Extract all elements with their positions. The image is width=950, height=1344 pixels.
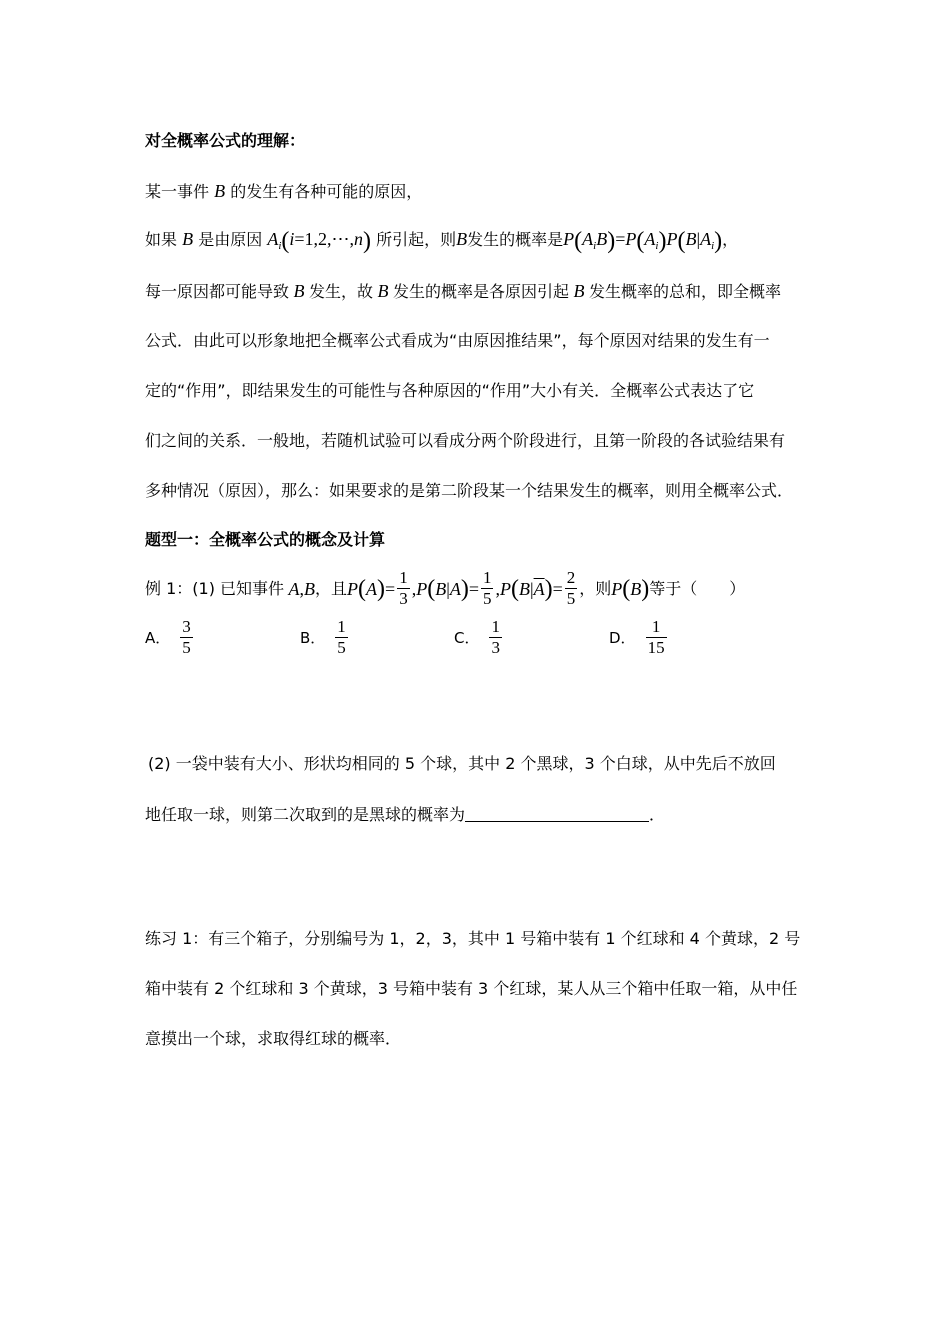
- option-letter: A．: [145, 629, 171, 647]
- fraction: $\frac{2}{5}$: [566, 568, 576, 608]
- text: 地任取一球，则第二次取到的是黑球的概率为: [145, 805, 466, 824]
- text: 的发生有各种可能的原因，: [230, 182, 423, 201]
- text: ，且: [315, 578, 348, 598]
- text: 例 1：(1) 已知事件: [145, 578, 285, 598]
- text: 如果: [145, 230, 178, 249]
- fraction: $\frac{1}{3}$: [399, 568, 408, 608]
- text: 发生概率的总和，即全概率: [589, 282, 782, 301]
- question-2-line-2: [145, 805, 665, 825]
- fraction: $\frac{3}{5}$: [182, 617, 191, 657]
- practice-1-line-2: 箱中装有 2 个红球和 3 个黄球，3 号箱中装有 3 个红球，某人从三个箱中任取一箱，从中任: [145, 979, 798, 998]
- option-a[interactable]: [145, 617, 195, 658]
- practice-1-line-3: 意摸出一个球，求取得红球的概率．: [145, 1029, 402, 1048]
- option-d[interactable]: [609, 617, 669, 658]
- type-heading: 题型一：全概率公式的概念及计算: [145, 530, 386, 549]
- intro-line-1: 某一事件 B 的发生有各种可能的原因，: [145, 181, 423, 201]
- text: 发生的概率是: [467, 230, 564, 249]
- text: 发生的概率是各原因引起: [393, 282, 570, 301]
- option-letter: D．: [609, 629, 636, 647]
- text: 发生，故: [309, 282, 374, 301]
- text: 某一事件: [145, 182, 210, 201]
- option-b[interactable]: [300, 617, 350, 658]
- option-letter: C．: [454, 629, 480, 647]
- text: ．: [649, 805, 666, 824]
- intro-line-7: 多种情况（原因），那么：如果要求的是第二阶段某一个结果发生的概率，则用全概率公式．: [145, 481, 794, 500]
- text: 所引起，则: [376, 230, 457, 249]
- option-c[interactable]: [454, 617, 504, 658]
- answer-blank[interactable]: [465, 805, 649, 822]
- fraction: $\frac{1}{5}$: [337, 617, 346, 657]
- example-1-question: 例 1：(1) 已知事件 A , B ，且 P ( A ) = $\frac{1}{3}$ , P ( B | A ) = $\frac{1}{5}$ , P ( B | $\overline{A}$ ) = $\frac{2}{5}$ ，则 P ( B ) 等于（ ）: [145, 568, 746, 608]
- fraction: $\frac{1}{3}$: [491, 617, 500, 657]
- intro-line-6: 们之间的关系．一般地，若随机试验可以看成分两个阶段进行，且第一阶段的各试验结果有: [145, 431, 786, 450]
- fraction: $\frac{1}{15}$: [647, 617, 665, 657]
- question-2-line-1: (2) 一袋中装有大小、形状均相同的 5 个球，其中 2 个黑球，3 个白球，从中先后不放回: [148, 754, 776, 773]
- text: 每一原因都可能导致: [145, 282, 290, 301]
- practice-1-line-1: 练习 1：有三个箱子，分别编号为 1，2，3，其中 1 号箱中装有 1 个红球和 4 个黄球，2 号: [145, 929, 801, 948]
- intro-line-3: 每一原因都可能导致 B 发生，故 B 发生的概率是各原因引起 B 发生概率的总和，即全概率: [145, 281, 782, 301]
- text: ，则: [579, 578, 612, 598]
- section-heading: 对全概率公式的理解：: [145, 131, 306, 150]
- text: 是由原因: [198, 230, 263, 249]
- intro-line-4: 公式．由此可以形象地把全概率公式看成为“由原因推结果”，每个原因对结果的发生有一: [145, 331, 770, 350]
- option-letter: B．: [300, 629, 326, 647]
- intro-line-5: 定的“作用”，即结果发生的可能性与各种原因的“作用”大小有关．全概率公式表达了它: [145, 381, 755, 400]
- text: 等于（ ）: [649, 578, 746, 598]
- intro-line-2: 如果 B 是由原因 $A_i(i=1,2,\cdots,n)$ 所引起，则B发生的概率是$P(A_iB)=P(A_i)P(B|A_i)$，: [145, 228, 739, 254]
- fraction: $\frac{1}{5}$: [482, 568, 492, 608]
